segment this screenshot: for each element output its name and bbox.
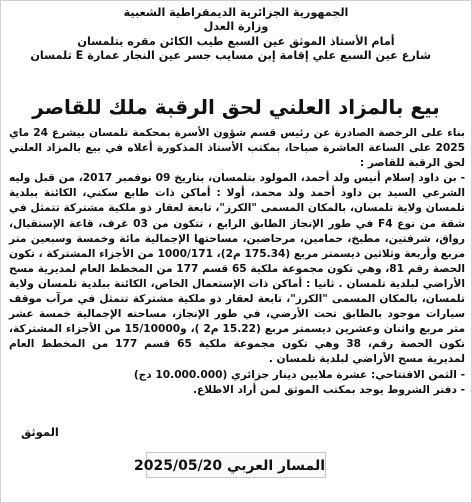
notice-header xyxy=(30,6,431,64)
notary-signature: الموثق xyxy=(21,425,59,439)
conditions-line: - دفتر الشروط يوجد بمكتب الموثق لمن أراد الاطلاع. xyxy=(192,383,465,396)
intro-paragraph: بناء على الرخصة الصادرة عن رئيس قسم شؤون الأسرة بمحكمة تلمسان بيشرع 24 ماي 2025 على الساعة العاشرة صباحا، بمكتب الأستاذ المذكورة أعلاه في بيع بالمزاد العلني لحق الرقبة للقاصر : xyxy=(9,127,465,170)
notary-address-line: شارع عين السبع علي إقامة إبن مسايب جسر عين النجار عمارة E تلمسان xyxy=(30,49,431,63)
notary-office-line: أمام الأستاذ الموثق عين السبع طيب الكائن مقره بتلمسان xyxy=(77,34,395,48)
notice-title: بيع بالمزاد العلني لحق الرقبة ملك للقاصر xyxy=(32,95,440,119)
property-paragraph: - بن داود إسلام أنيس ولد أحمد، المولود بتلمسان، بتاريخ 09 نوفمبر 2017، من قبل وليه الشرعي السيد بن داود أحمد ولد محمد، أولا : أماكن ذات طابع سكني، الكائنة ببلدية تلمسان ولاية تلمسان، بالمكان المسمى "الكرز"، تابعة لعقار ذو ملكية مشتركة تتمثل في شقة من نوع F4 في طور الإنجاز الطابق الرابع ، تتكون من 03 غرف، قاعة الإستقبال، رواق، شرفتين، مطبخ، حمامين، مرحاضين، مساحتها الإجمالية مائة وخمسة وسبعين متر مربع وأربعة وثلاثين ديسمتر مربع (175.34 م2)، 1000/171 من الأجزاء المشتركة ، تكون الحصة رقم 81، وهي تكون مجموعة ملكية 65 قسم 177 من المخطط العام لمديرية مسح الأراضي لبلدية تلمسان . ثانيا : أماكن ذات الإستعمال الخاص، الكائنة ببلدية تلمسان ولاية تلمسان، بالمكان المسمى "الكرز"، تابعة لعقار ذو ملكية مشتركة تتمثل في مرآب موقف سيارات موجود بالطابق تحت الأرضي، في طور الإنجاز، مساحته الإجمالية خمسة عشر متر مربع واثنان وعشرين ديسمتر مربع (15.22 م2 )، و15/10000 من الأجزاء المشتركة، تكون الحصة رقم، 38 وهي تكون مجموعة ملكية 65 قسم 177 من المخطط العام لمديرية مسح الأراضي لبلدية تلمسان . xyxy=(9,172,466,366)
notice-body xyxy=(9,126,465,398)
publication-footer: المسار العربي 2025/05/20 xyxy=(146,452,326,478)
opening-price-line: - الثمن الافتتاحي: عشرة ملايين دينار جزائري (10.000.000 دج) xyxy=(133,368,465,381)
republic-line: الجمهورية الجزائرية الديمقراطية الشعبية xyxy=(123,6,349,19)
ministry-line: وزارة العدل xyxy=(203,20,269,34)
